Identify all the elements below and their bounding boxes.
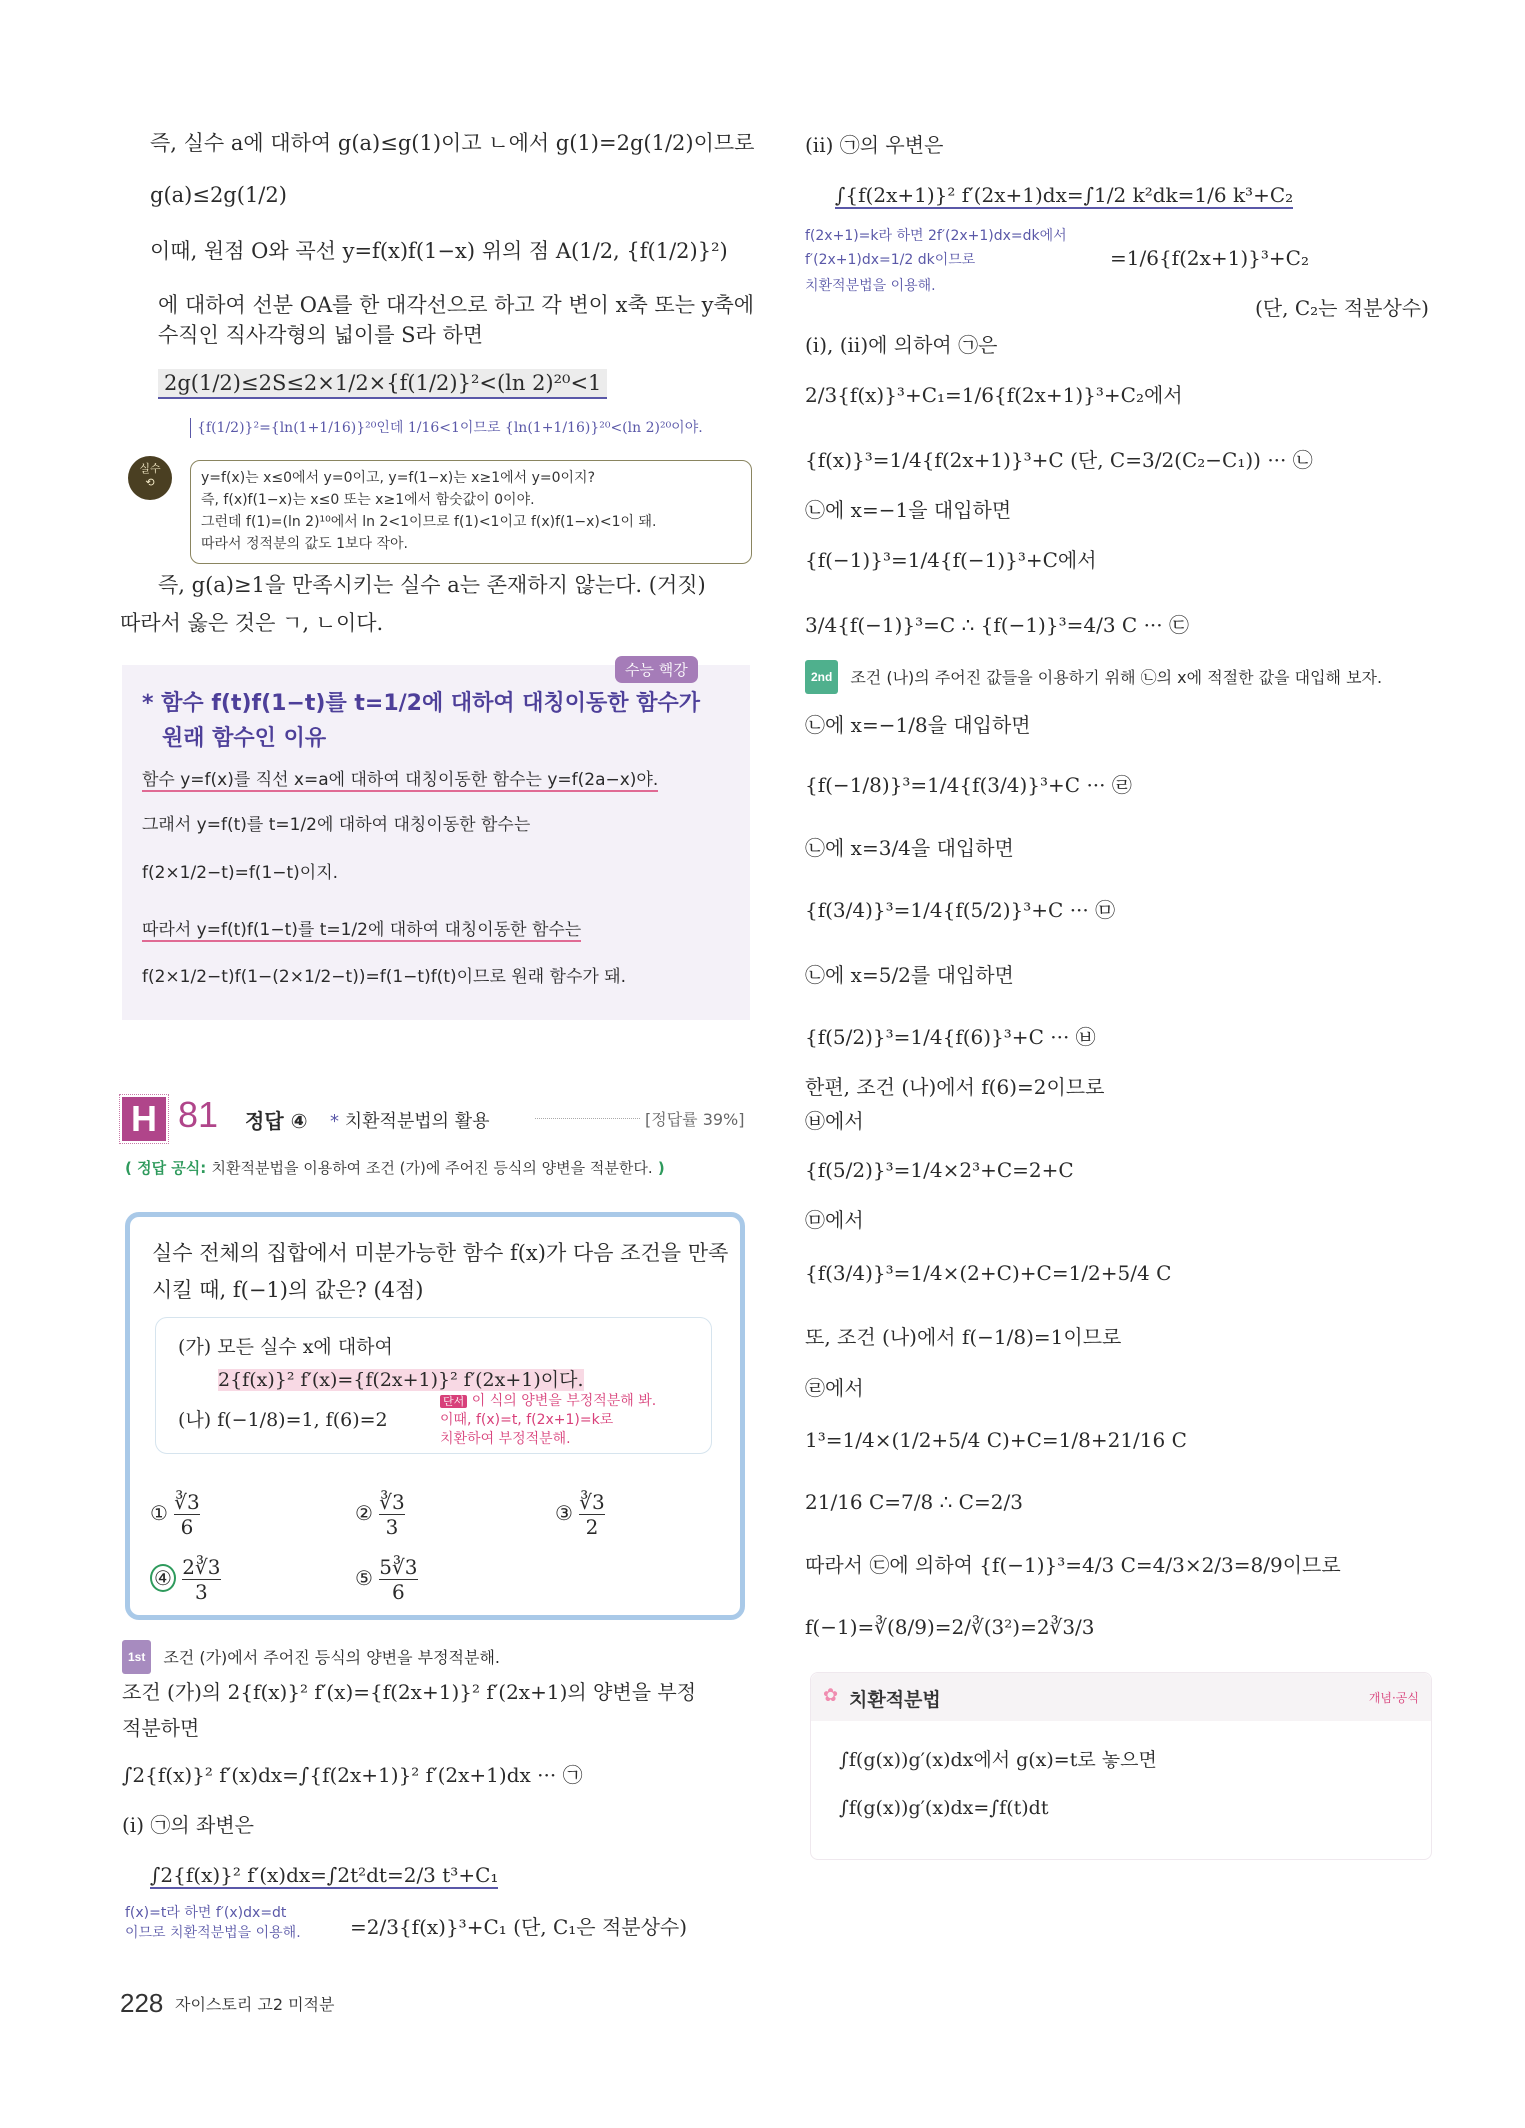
solution-line: ∫2{f(x)}² f′(x)dx=∫2t²dt=2/3 t³+C₁ [150,1863,499,1887]
solution-line: (i), (ii)에 의하여 ㉠은 [805,333,998,357]
dotted-leader [535,1118,640,1119]
blue-annotation: f(2x+1)=k라 하면 2f′(2x+1)dx=dk에서 f′(2x+1)dx=1/2 dk이므로 치환적분법을 이용해. [805,228,1067,294]
key-point-tag: 수능 핵강 [615,656,698,683]
solution-line: {f(5/2)}³=1/4{f(6)}³+C ··· ㉥ [805,1025,1096,1049]
choice-4-selected[interactable]: ④ $\frac{2∛3}{3}$ [150,1555,221,1604]
solution-line: (i) ㉠의 좌변은 [122,1813,254,1837]
solution-line: 적분하면 [122,1716,200,1740]
concept-header [811,1673,1431,1721]
solution-line: =1/6{f(2x+1)}³+C₂ [1110,246,1309,270]
key-line: 따라서 y=f(t)f(1−t)를 t=1/2에 대하여 대칭이동한 함수는 [142,920,582,940]
text-line: 에 대하여 선분 OA를 한 대각선으로 하고 각 변이 x축 또는 y축에 [158,293,755,317]
concept-box [810,1672,1432,1860]
solution-line: 3/4{f(−1)}³=C ∴ {f(−1)}³=4/3 C ··· ㉢ [805,613,1189,637]
solution-line: ∫2{f(x)}² f′(x)dx=∫{f(2x+1)}² f′(2x+1)dx ··· ㉠ [122,1763,583,1787]
condition-ga-label: (가) 모든 실수 x에 대하여 [178,1336,393,1358]
text-line: 즉, 실수 a에 대하여 g(a)≤g(1)이고 ㄴ에서 g(1)=2g(1/2)이므로 [150,131,755,155]
answer-formula: ( 정답 공식: 치환적분법을 이용하여 조건 (가)에 주어진 등식의 양변을 적분한다. ) [125,1159,665,1177]
mistake-line: y=f(x)는 x≤0에서 y=0이고, y=f(1−x)는 x≥1에서 y=0이지? [201,470,596,486]
solution-line: 2/3{f(x)}³+C₁=1/6{f(2x+1)}³+C₂에서 [805,383,1183,407]
choice-3[interactable]: ③ $\frac{∛3}{2}$ [555,1490,605,1539]
book-title: 자이스토리 고2 미적분 [175,1995,335,2014]
solution-line: {f(−1/8)}³=1/4{f(3/4)}³+C ··· ㉣ [805,773,1132,797]
solution-line: 한편, 조건 (나)에서 f(6)=2이므로 [805,1075,1105,1099]
concept-tag: 개념·공식 [1368,1691,1419,1705]
hint-note: 단서 이 식의 양변을 부정적분해 봐. 이때, f(x)=t, f(2x+1)=k로 치환하여 부정적분해. [440,1393,657,1447]
answer-label: 정답 ④ [245,1109,308,1133]
mistake-callout [190,460,752,564]
solution-line: (단, C₂는 적분상수) [1255,296,1429,320]
mistake-badge-icon: 실수 ⟲ [128,456,172,500]
text-line: 따라서 옳은 것은 ㄱ, ㄴ이다. [120,611,384,635]
solution-line: ㉥에서 [805,1109,864,1133]
mistake-line: 따라서 정적분의 값도 1보다 작아. [201,536,408,552]
mistake-line: 그런데 f(1)=(ln 2)¹⁰에서 ln 2<1이므로 f(1)<1이고 f(x)f(1−x)<1이 돼. [201,514,657,530]
solution-line: (ii) ㉠의 우변은 [805,133,944,157]
solution-line: ㉡에 x=−1을 대입하면 [805,498,1012,522]
flower-icon: ✿ [823,1685,839,1706]
text-line: 즉, g(a)≥1을 만족시키는 실수 a는 존재하지 않는다. (거짓) [158,573,706,597]
solution-line: ∫{f(2x+1)}² f′(2x+1)dx=∫1/2 k²dk=1/6 k³+C₂ [835,183,1294,207]
question-text: 실수 전체의 집합에서 미분가능한 함수 f(x)가 다음 조건을 만족 [152,1241,729,1265]
key-line: 함수 y=f(x)를 직선 x=a에 대하여 대칭이동한 함수는 y=f(2a−x)야. [142,770,659,790]
final-answer-line: f(−1)=∛(8/9)=2/∛(3²)=2∛3/3 [805,1615,1095,1639]
choice-2[interactable]: ② $\frac{∛3}{3}$ [355,1490,405,1539]
solution-line: =2/3{f(x)}³+C₁ (단, C₁은 적분상수) [350,1915,688,1939]
question-text: 시킬 때, f(−1)의 값은? (4점) [152,1278,424,1302]
solution-line: ㉤에서 [805,1208,864,1232]
text-line: g(a)≤2g(1/2) [150,183,287,207]
condition-na: (나) f(−1/8)=1, f(6)=2 [178,1409,388,1431]
text-line: 수직인 직사각형의 넓이를 S라 하면 [158,323,484,347]
solution-line: ㉣에서 [805,1376,864,1400]
key-line: f(2×1/2−t)f(1−(2×1/2−t))=f(1−t)f(t)이므로 원래 함수가 돼. [142,967,627,987]
key-line: f(2×1/2−t)=f(1−t)이지. [142,863,339,883]
condition-ga-equation: 2{f(x)}² f′(x)={f(2x+1)}² f′(2x+1)이다. [218,1369,584,1391]
solution-line: ㉡에 x=3/4을 대입하면 [805,836,1014,860]
problem-badge: H [122,1097,166,1141]
solution-line: {f(3/4)}³=1/4×(2+C)+C=1/2+5/4 C [805,1261,1172,1285]
solution-line: 또, 조건 (나)에서 f(−1/8)=1이므로 [805,1325,1122,1349]
concept-title: 치환적분법 [849,1689,941,1711]
mistake-line: 즉, f(x)f(1−x)는 x≤0 또는 x≥1에서 함숫값이 0이야. [201,492,535,508]
page-number: 228 [120,1988,164,2018]
solution-line: {f(x)}³=1/4{f(2x+1)}³+C (단, C=3/2(C₂−C₁)) ··· ㉡ [805,448,1313,472]
solution-line: 1³=1/4×(1/2+5/4 C)+C=1/8+21/16 C [805,1428,1187,1452]
choice-1[interactable]: ① $\frac{∛3}{6}$ [150,1490,200,1539]
concept-line: ∫f(g(x))g′(x)dx에서 g(x)=t로 놓으면 [839,1749,1157,1771]
correct-rate: [정답률 39%] [645,1110,745,1129]
text-line: 이때, 원점 O와 곡선 y=f(x)f(1−x) 위의 점 A(1/2, {f(1/2)}²) [150,239,728,263]
choice-5[interactable]: ⑤ $\frac{5∛3}{6}$ [355,1555,418,1604]
problem-topic: * 치환적분법의 활용 [330,1111,490,1132]
step2-heading: 2nd 조건 (나)의 주어진 값들을 이용하기 위해 ㉡의 x에 적절한 값을 대입해 보자. [805,660,1382,694]
solution-line: {f(3/4)}³=1/4{f(5/2)}³+C ··· ㉤ [805,898,1116,922]
solution-line: {f(−1)}³=1/4{f(−1)}³+C에서 [805,548,1097,572]
problem-number: 81 [178,1094,219,1135]
concept-line: ∫f(g(x))g′(x)dx=∫f(t)dt [839,1797,1049,1819]
solution-line: ㉡에 x=−1/8을 대입하면 [805,713,1031,737]
solution-line: 21/16 C=7/8 ∴ C=2/3 [805,1490,1023,1514]
key-point-title: * 함수 f(t)f(1−t)를 t=1/2에 대하여 대칭이동한 함수가 원래 함수인 이유 [142,691,700,751]
blue-annotation: f(x)=t라 하면 f′(x)dx=dt 이므로 치환적분법을 이용해. [125,1905,301,1941]
solution-line: ㉡에 x=5/2를 대입하면 [805,963,1014,987]
solution-line: 조건 (가)의 2{f(x)}² f′(x)={f(2x+1)}² f′(2x+1)의 양변을 부정 [122,1680,697,1704]
step1-heading: 1st 조건 (가)에서 주어진 등식의 양변을 부정적분해. [122,1640,500,1674]
solution-line: {f(5/2)}³=1/4×2³+C=2+C [805,1158,1074,1182]
blue-annotation: {f(1/2)}²={ln(1+1/16)}²⁰인데 1/16<1이므로 {ln(1+1/16)}²⁰<(ln 2)²⁰이야. [190,418,703,438]
solution-line: 따라서 ㉢에 의하여 {f(−1)}³=4/3 C=4/3×2/3=8/9이므로 [805,1553,1341,1577]
key-line: 그래서 y=f(t)를 t=1/2에 대하여 대칭이동한 함수는 [142,815,531,835]
inequality-highlight: 2g(1/2)≤2S≤2×1/2×{f(1/2)}²<(ln 2)²⁰<1 [158,368,607,398]
